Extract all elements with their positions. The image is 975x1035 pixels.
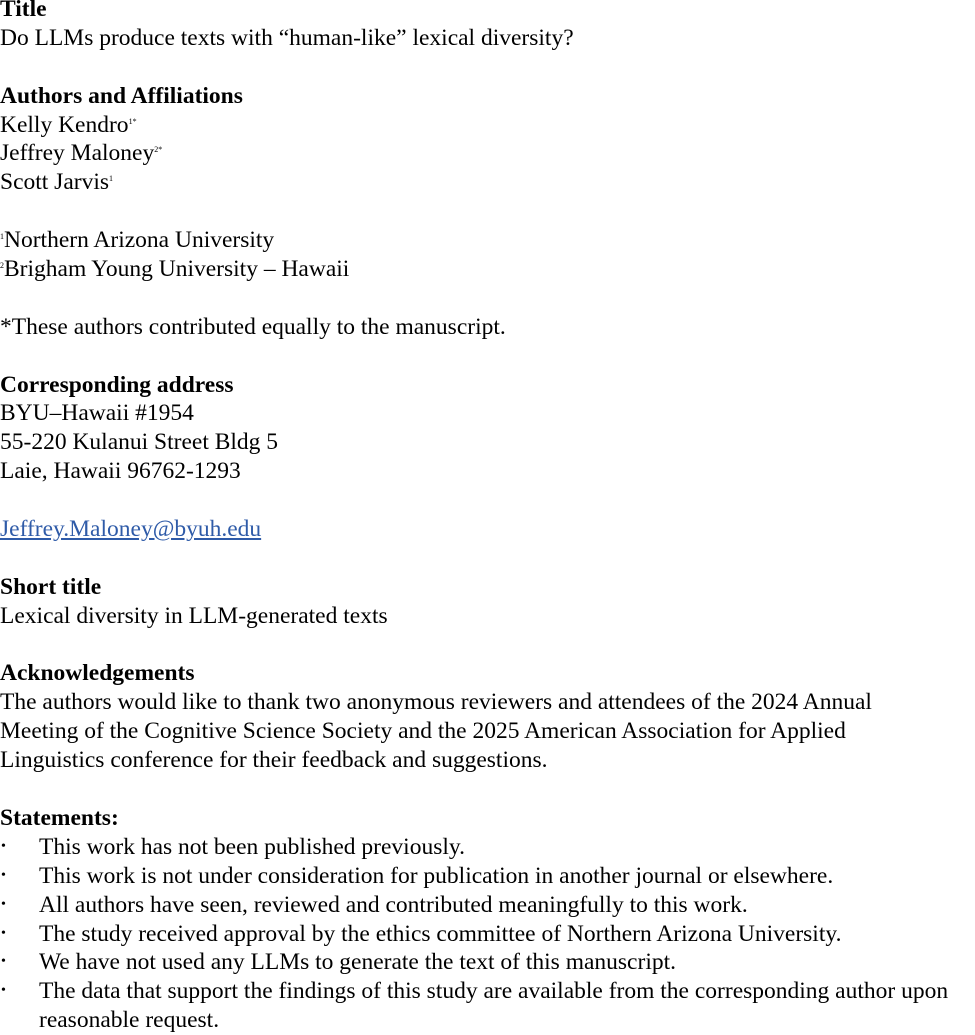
statement-text: This work has not been published previously. [39,833,465,860]
author-name: Jeffrey Maloney [0,140,155,167]
bullet-icon: • [1,896,6,912]
statement-text: We have not used any LLMs to generate the text of this manuscript. [39,949,677,976]
affiliation-mark: 1 [0,232,4,242]
statement-text: The data that support the findings of this study are available from the corresponding author upon reasonable request. [39,978,949,1034]
bullet-icon: • [1,838,6,854]
affiliation-byuh [0,255,975,284]
spacer [0,197,975,226]
author-mark: 2* [154,145,163,155]
statement-text: All authors have seen, reviewed and contributed meaningfully to this work. [39,891,748,918]
spacer [0,486,975,515]
list-item [0,862,975,891]
short-title-text: Lexical diversity in LLM-generated texts [0,602,388,629]
authors-heading: Authors and Affiliations [0,82,243,109]
statement-text: The study received approval by the ethics committee of Northern Arizona University. [39,920,842,947]
spacer [0,631,975,660]
author-mark: 1* [128,116,137,126]
acknowledgements-line: Meeting of the Cognitive Science Society and the 2025 American Association for Applied [0,718,846,745]
affiliation-nau [0,226,975,255]
paper-title: Do LLMs produce texts with “human-like” lexical diversity? [0,24,574,51]
spacer [0,284,975,313]
list-item [0,948,975,977]
list-item [0,891,975,920]
spacer [0,53,975,82]
list-item [0,977,975,1035]
acknowledgements-heading: Acknowledgements [0,660,195,687]
affiliation-name: Northern Arizona University [4,227,275,254]
bullet-icon: • [1,925,6,941]
address-line: Laie, Hawaii 96762-1293 [0,458,241,485]
statements-list [0,833,975,1035]
author-name: Kelly Kendro [0,111,129,138]
equal-contribution-note: *These authors contributed equally to the manuscript. [0,313,506,340]
author-jarvis [0,168,975,197]
spacer [0,342,975,371]
bullet-icon: • [1,867,6,883]
affiliation-name: Brigham Young University – Hawaii [4,256,350,283]
short-title-heading: Short title [0,573,102,600]
spacer [0,775,975,804]
email-row [0,515,975,544]
email-link[interactable]: Jeffrey.Maloney@byuh.edu [0,516,262,543]
author-maloney [0,139,975,168]
statements-heading: Statements: [0,804,119,831]
bullet-icon: • [1,983,6,999]
spacer [0,544,975,573]
list-item [0,833,975,862]
list-item [0,920,975,949]
author-mark: 1 [109,174,114,184]
acknowledgements-line: The authors would like to thank two anonymous reviewers and attendees of the 2024 Annual [0,689,872,716]
author-kendro [0,111,975,140]
affiliation-mark: 2 [0,261,4,271]
bullet-icon: • [1,954,6,970]
address-line: 55-220 Kulanui Street Bldg 5 [0,429,279,456]
acknowledgements-line: Linguistics conference for their feedback and suggestions. [0,747,548,774]
address-line: BYU–Hawaii #1954 [0,400,194,427]
statement-text: This work is not under consideration for publication in another journal or elsewhere. [39,862,834,889]
corresponding-heading: Corresponding address [0,371,234,398]
author-name: Scott Jarvis [0,169,110,196]
title-heading: Title [0,0,47,22]
